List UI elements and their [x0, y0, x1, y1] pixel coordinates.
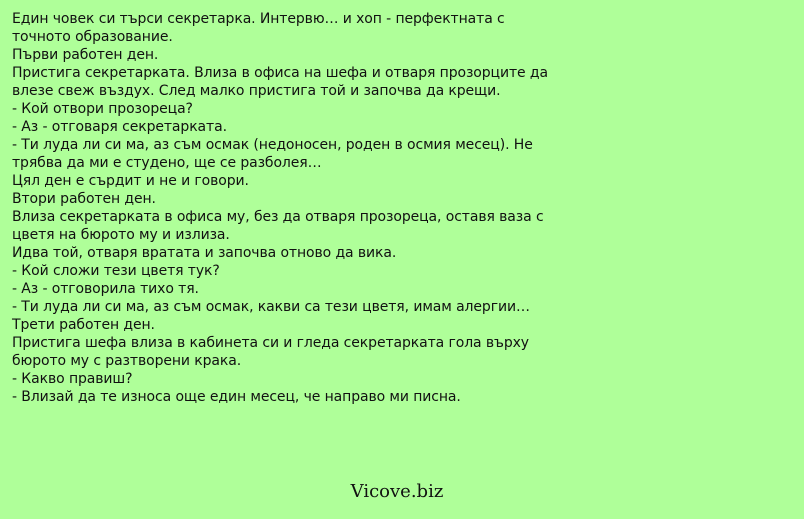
site-watermark: Vicove.biz	[350, 481, 444, 502]
joke-text: Един човек си търси секретарка. Интервю… и хоп - перфектната с точното образование. Първи работен ден. Пристига секретарката. Влиза в офиса на шефа и отваря прозорците да влезе свеж въздух. След малко пристига той и започва да крещи. - Кой отвори прозореца? - Аз - отговаря секретарката. - Ти луда ли си ма, аз съм осмак (недоносен, роден в осмия месец). Не трябва да ми е студено, ще се разболея… Цял ден е сърдит и не и говори. Втори работен ден. Влиза секретарката в офиса му, без да отваря прозореца, оставя ваза с цветя на бюрото му и излиза. Идва той, отваря вратата и започва отново да вика. - Кой сложи тези цветя тук? - Аз - отговорила тихо тя. - Ти луда ли си ма, аз съм осмак, какви са тези цветя, имам алергии… Трети работен ден. Пристига шефа влиза в кабинета си и гледа секретарката гола върху бюрото му с разтворени крака. - Какво правиш? - Влизай да те износа още един месец, че направо ми писна.	[12, 11, 548, 405]
